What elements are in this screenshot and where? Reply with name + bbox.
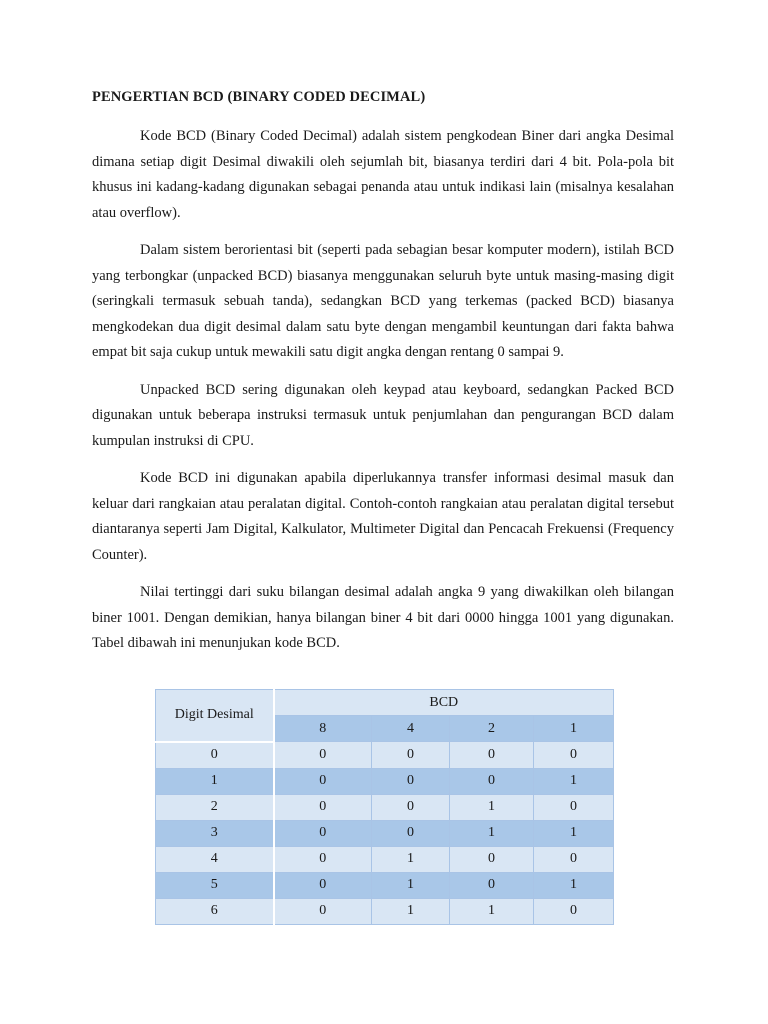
cell-digit: 4 [156,846,274,872]
cell-bit: 0 [274,768,372,794]
cell-digit: 3 [156,820,274,846]
bcd-table [155,689,614,925]
cell-digit: 5 [156,872,274,898]
cell-bit: 1 [372,846,450,872]
cell-bit: 1 [450,898,534,924]
cell-bit: 1 [450,794,534,820]
table-row [156,898,614,924]
cell-bit: 0 [534,794,614,820]
cell-bit: 0 [274,846,372,872]
document-page [92,88,674,669]
paragraph-1: Kode BCD (Binary Coded Decimal) adalah sistem pengkodean Biner dari angka Desimal dimana setiap digit Desimal diwakili oleh sejumlah bit, biasanya terdiri dari 4 bit. Pola-pola bit khusus ini kadang-kadang digunakan sebagai penanda atau untuk indikasi lain (misalnya kesalahan atau overflow). [92,128,674,221]
cell-bit: 1 [372,872,450,898]
cell-bit: 0 [274,794,372,820]
paragraph-5: Nilai tertinggi dari suku bilangan desimal adalah angka 9 yang diwakilkan oleh bilangan biner 1001. Dengan demikian, hanya bilangan biner 4 bit dari 0000 hingga 1001 yang digunakan. Tabel dibawah ini menunjukan kode BCD. [92,584,674,651]
table-row [156,794,614,820]
cell-bit: 0 [274,898,372,924]
cell-bit: 0 [274,742,372,769]
header-digit-desimal: Digit Desimal [156,690,274,742]
cell-bit: 0 [372,768,450,794]
cell-bit: 0 [274,820,372,846]
cell-bit: 1 [372,898,450,924]
cell-bit: 0 [372,794,450,820]
cell-bit: 0 [274,872,372,898]
header-bit-1: 1 [534,716,614,742]
cell-bit: 1 [534,872,614,898]
cell-bit: 0 [450,846,534,872]
page-title: PENGERTIAN BCD (BINARY CODED DECIMAL) [92,89,426,105]
cell-bit: 0 [534,742,614,769]
cell-bit: 0 [450,768,534,794]
cell-digit: 6 [156,898,274,924]
cell-bit: 0 [450,742,534,769]
cell-digit: 0 [156,742,274,769]
cell-bit: 0 [534,846,614,872]
paragraph-2: Dalam sistem berorientasi bit (seperti pada sebagian besar komputer modern), istilah BCD yang terbongkar (unpacked BCD) biasanya menggunakan seluruh byte untuk masing-masing digit (seringkali termasuk sebuah tanda), sedangkan BCD yang terkemas (packed BCD) biasanya mengkodekan dua digit desimal dalam satu byte dengan mengambil keuntungan dari fakta bahwa empat bit saja cukup untuk mewakili satu digit angka dengan rentang 0 sampai 9. [92,242,674,360]
cell-digit: 2 [156,794,274,820]
cell-bit: 0 [450,872,534,898]
header-bcd: BCD [274,690,614,716]
cell-digit: 1 [156,768,274,794]
paragraph-3: Unpacked BCD sering digunakan oleh keypad atau keyboard, sedangkan Packed BCD digunakan untuk beberapa instruksi termasuk untuk penjumlahan dan pengurangan BCD dalam kumpulan instruksi di CPU. [92,381,674,449]
cell-bit: 0 [372,742,450,769]
header-bit-4: 4 [372,716,450,742]
table-row [156,820,614,846]
cell-bit: 1 [534,768,614,794]
cell-bit: 0 [372,820,450,846]
cell-bit: 0 [534,898,614,924]
table-row [156,872,614,898]
table-row [156,846,614,872]
cell-bit: 1 [450,820,534,846]
table-row [156,742,614,769]
header-bit-2: 2 [450,716,534,742]
cell-bit: 1 [534,820,614,846]
header-bit-8: 8 [274,716,372,742]
table-row [156,768,614,794]
paragraph-4: Kode BCD ini digunakan apabila diperlukannya transfer informasi desimal masuk dan keluar dari rangkaian atau peralatan digital. Contoh-contoh rangkaian atau peralatan digital tersebut diantaranya seperti Jam Digital, Kalkulator, Multimeter Digital dan Pencacah Frekuensi (Frequency Counter). [92,470,674,563]
